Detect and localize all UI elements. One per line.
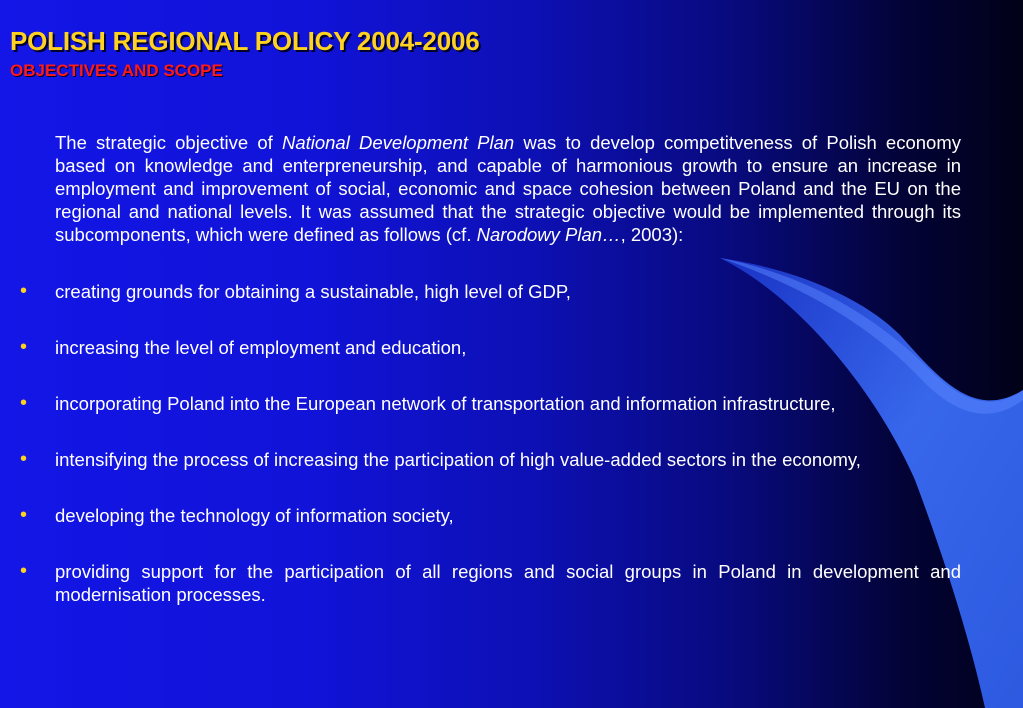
list-item	[20, 280, 961, 303]
slide-body	[20, 131, 961, 606]
bullet-dot-icon: •	[20, 448, 28, 470]
list-item	[20, 504, 961, 527]
bullet-dot-icon: •	[20, 336, 28, 358]
bullet-dot-icon: •	[20, 280, 28, 302]
list-item-text: creating grounds for obtaining a sustainable, high level of GDP,	[55, 281, 571, 302]
bullet-dot-icon: •	[20, 560, 28, 582]
slide-subtitle: OBJECTIVES AND SCOPE	[10, 61, 223, 80]
list-item-text: providing support for the participation of all regions and social groups in Poland in development and modernisation processes.	[55, 561, 961, 605]
list-item-text: incorporating Poland into the European network of transportation and information infrastructure,	[55, 393, 836, 414]
list-item-text: developing the technology of information society,	[55, 505, 454, 526]
slide-title: POLISH REGIONAL POLICY 2004-2006	[10, 26, 480, 56]
list-item	[20, 392, 961, 415]
intro-paragraph	[55, 131, 961, 246]
list-item-text: increasing the level of employment and education,	[55, 337, 467, 358]
list-item	[20, 560, 961, 606]
intro-text-part3: , 2003):	[620, 224, 684, 245]
intro-text-part2: was to develop competitveness of Polish economy based on knowledge and enterpreneurship, and capable of harmonious growth to ensure an increase in employment and improvement of social, economic and space cohesion between Poland and the EU on the regional and national levels. It was assumed that the strategic objective would be implemented through its subcomponents, which were defined as follows (cf.	[55, 132, 961, 245]
intro-text-part1: The strategic objective of	[55, 132, 282, 153]
list-item	[20, 448, 961, 471]
list-item	[20, 336, 961, 359]
objectives-list	[20, 280, 961, 606]
bullet-dot-icon: •	[20, 504, 28, 526]
intro-emphasis-citation: Narodowy Plan…	[476, 224, 621, 245]
bullet-dot-icon: •	[20, 392, 28, 414]
list-item-text: intensifying the process of increasing the participation of high value-added sectors in the economy,	[55, 449, 861, 470]
intro-emphasis-plan: National Development Plan	[281, 132, 515, 153]
